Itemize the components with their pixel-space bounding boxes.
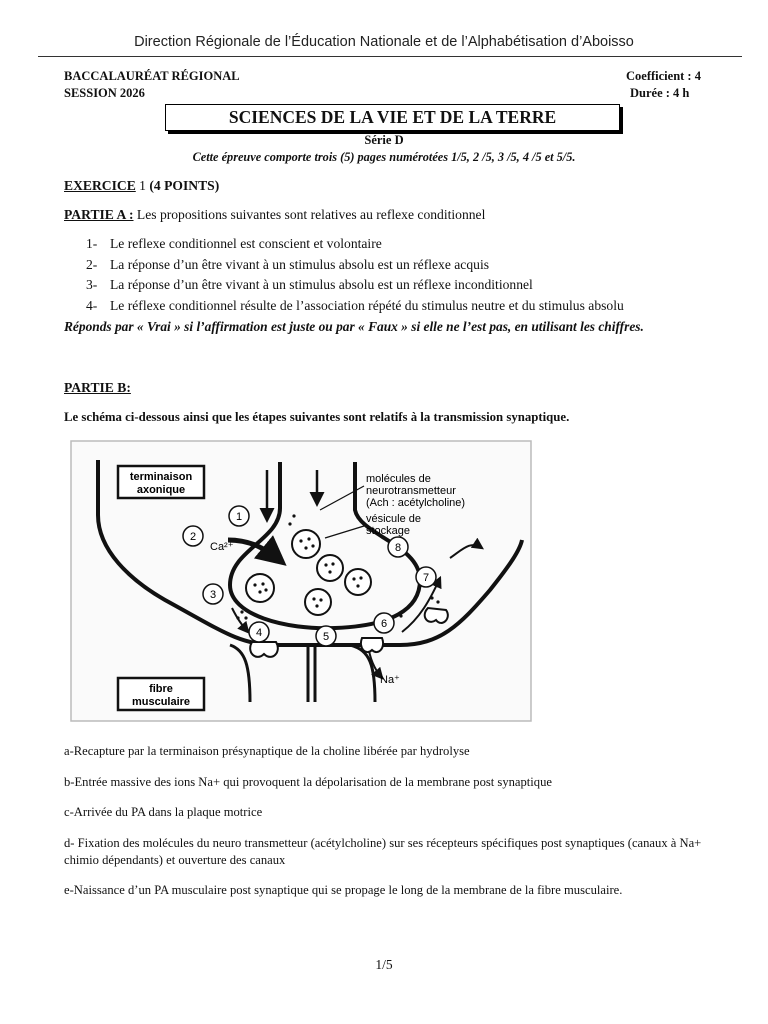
exercise-title: EXERCICE: [64, 178, 136, 193]
item-text: La réponse d’un être vivant à un stimulus absolu est un réflexe inconditionnel: [110, 277, 533, 292]
partie-a-label: PARTIE A :: [64, 207, 134, 222]
exam-name: BACCALAURÉAT RÉGIONAL: [64, 69, 240, 83]
exercise-number: 1: [135, 178, 146, 193]
step-number-4: 4: [255, 627, 263, 639]
step-number-5: 5: [322, 631, 330, 643]
partie-b-label: PARTIE B:: [64, 380, 131, 395]
pages-note: Cette épreuve comporte trois (5) pages numérotées 1/5, 2 /5, 3 /5, 4 /5 et 5/5.: [192, 150, 576, 164]
header-divider: [38, 56, 742, 57]
item-number: 3-: [86, 277, 98, 292]
item-number: 1-: [86, 236, 98, 251]
exercise-points: (4 POINTS): [145, 178, 220, 193]
partie-a-intro: Les propositions suivantes sont relatives au reflexe conditionnel: [133, 207, 486, 222]
exam-coefficient: Coefficient : 4: [626, 69, 701, 83]
fibre-label-1: fibre: [149, 683, 173, 695]
step-number-7: 7: [422, 572, 430, 584]
step-c: c-Arrivée du PA dans la plaque motrice: [64, 805, 263, 819]
molecules-label-2: neurotransmetteur: [366, 485, 456, 497]
molecules-label-1: molécules de: [366, 473, 431, 485]
terminaison-label-1: terminaison: [129, 471, 193, 483]
step-number-6: 6: [380, 618, 388, 630]
item-text: Le réflexe conditionnel résulte de l’association répété du stimulus neutre et du stimulus absolu: [110, 298, 624, 313]
item-number: 4-: [86, 298, 98, 313]
item-text: Le reflexe conditionnel est conscient et volontaire: [110, 236, 382, 251]
step-a: a-Recapture par la terminaison présynaptique de la choline libérée par hydrolyse: [64, 744, 470, 758]
synapse-diagram: [70, 440, 532, 722]
terminaison-label-2: axonique: [136, 484, 186, 496]
molecules-label-3: (Ach : acétylcholine): [366, 497, 466, 509]
step-e: e-Naissance d’un PA musculaire post synaptique qui se propage le long de la membrane de la fibre musculaire.: [64, 883, 623, 897]
exam-session: SESSION 2026: [64, 86, 145, 100]
partie-a-instruction: Réponds par « Vrai » si l’affirmation est juste ou par « Faux » si elle ne l’est pas, en utilisant les chiffres.: [64, 319, 644, 334]
step-number-8: 8: [394, 542, 402, 554]
partie-b-intro: Le schéma ci-dessous ainsi que les étapes suivantes sont relatifs à la transmission synaptique.: [64, 410, 570, 424]
exam-serie: Série D: [364, 133, 404, 147]
partie-a-item: [86, 236, 382, 252]
exam-duration: Durée : 4 h: [630, 86, 690, 100]
partie-a-item: [86, 257, 489, 273]
vesicule-label-1: vésicule de: [366, 513, 422, 525]
step-number-2: 2: [189, 531, 197, 543]
vesicule-label-2: stockage: [366, 525, 411, 537]
step-number-1: 1: [235, 511, 243, 523]
sodium-label: Na⁺: [380, 674, 400, 686]
step-d: d- Fixation des molécules du neuro transmetteur (acétylcholine) sur ses récepteurs spécifiques post synaptiques (canaux à Na+ chimio dépendants) et ouverture des canaux: [64, 836, 702, 867]
item-number: 2-: [86, 257, 98, 272]
partie-a-item: [86, 298, 624, 314]
subject-title: SCIENCES DE LA VIE ET DE LA TERRE: [165, 104, 620, 131]
exercise-heading: [64, 178, 219, 194]
fibre-label-2: musculaire: [131, 696, 191, 708]
partie-a-item: [86, 277, 533, 293]
step-number-3: 3: [209, 589, 217, 601]
partie-a-heading: [64, 207, 485, 223]
page-number: 1/5: [375, 957, 393, 972]
step-b: b-Entrée massive des ions Na+ qui provoquent la dépolarisation de la membrane post synaptique: [64, 775, 552, 789]
calcium-label: Ca²⁺: [210, 541, 234, 553]
item-text: La réponse d’un être vivant à un stimulus absolu est un réflexe acquis: [110, 257, 490, 272]
institution-header: Direction Régionale de l’Éducation Nationale et de l’Alphabétisation d’Aboisso: [134, 34, 634, 50]
